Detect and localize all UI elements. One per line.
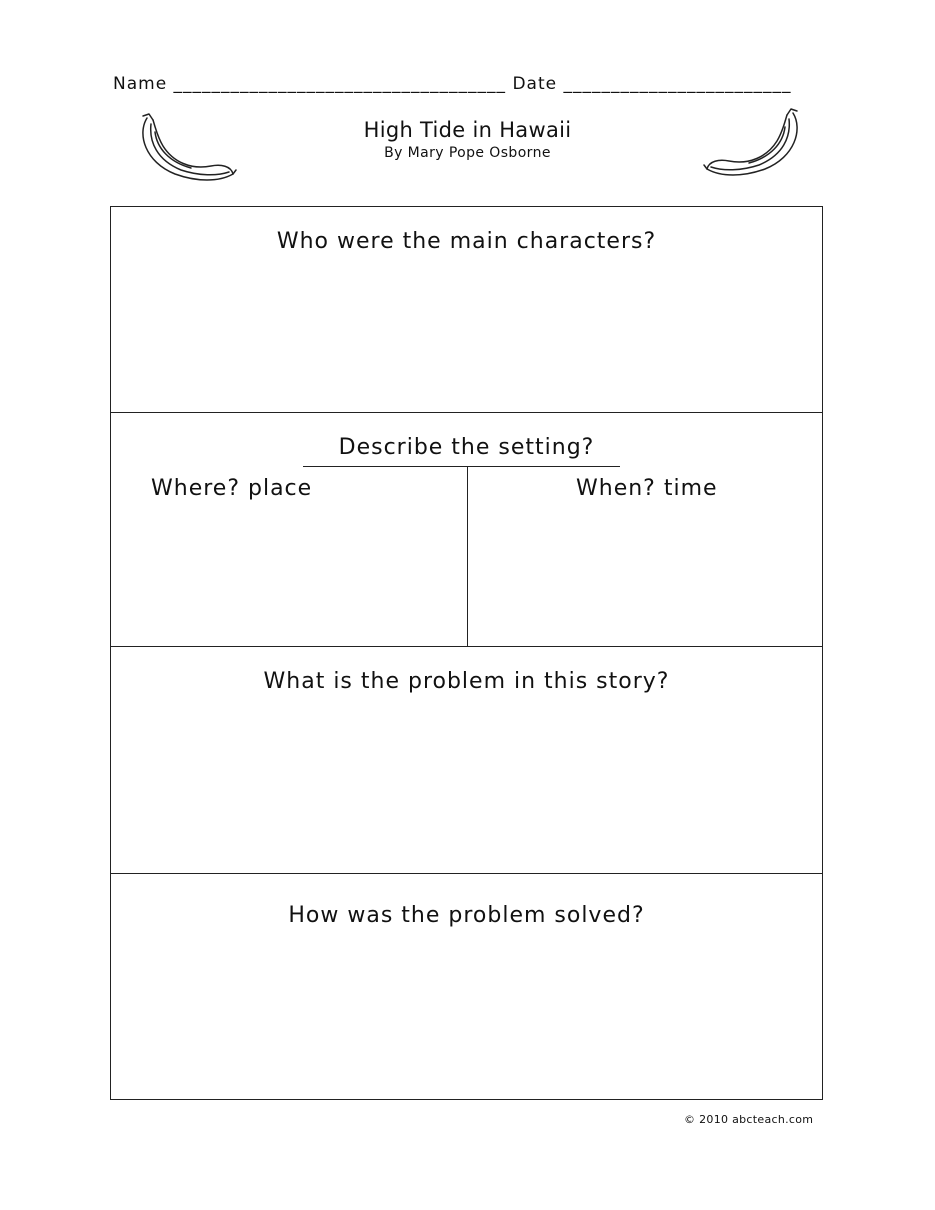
banana-icon — [700, 105, 805, 185]
solution-question: How was the problem solved? — [288, 903, 645, 928]
name-date-row — [113, 74, 823, 94]
problem-box[interactable] — [110, 646, 823, 873]
worksheet-author: By Mary Pope Osborne — [384, 145, 551, 161]
characters-box[interactable] — [110, 206, 823, 412]
date-field[interactable]: Date ________________________ — [512, 74, 792, 94]
where-label: Where? place — [151, 476, 313, 501]
when-label: When? time — [576, 476, 718, 501]
solution-box[interactable] — [110, 873, 823, 1100]
setting-divider — [467, 467, 468, 647]
problem-question: What is the problem in this story? — [263, 669, 670, 694]
characters-question: Who were the main characters? — [276, 229, 657, 254]
setting-box[interactable] — [110, 412, 823, 646]
worksheet-title: High Tide in Hawaii — [363, 118, 572, 142]
setting-question: Describe the setting? — [338, 435, 595, 460]
setting-underline — [303, 466, 620, 467]
name-field[interactable]: Name ___________________________________ — [113, 74, 507, 94]
copyright: © 2010 abcteach.com — [684, 1113, 814, 1126]
